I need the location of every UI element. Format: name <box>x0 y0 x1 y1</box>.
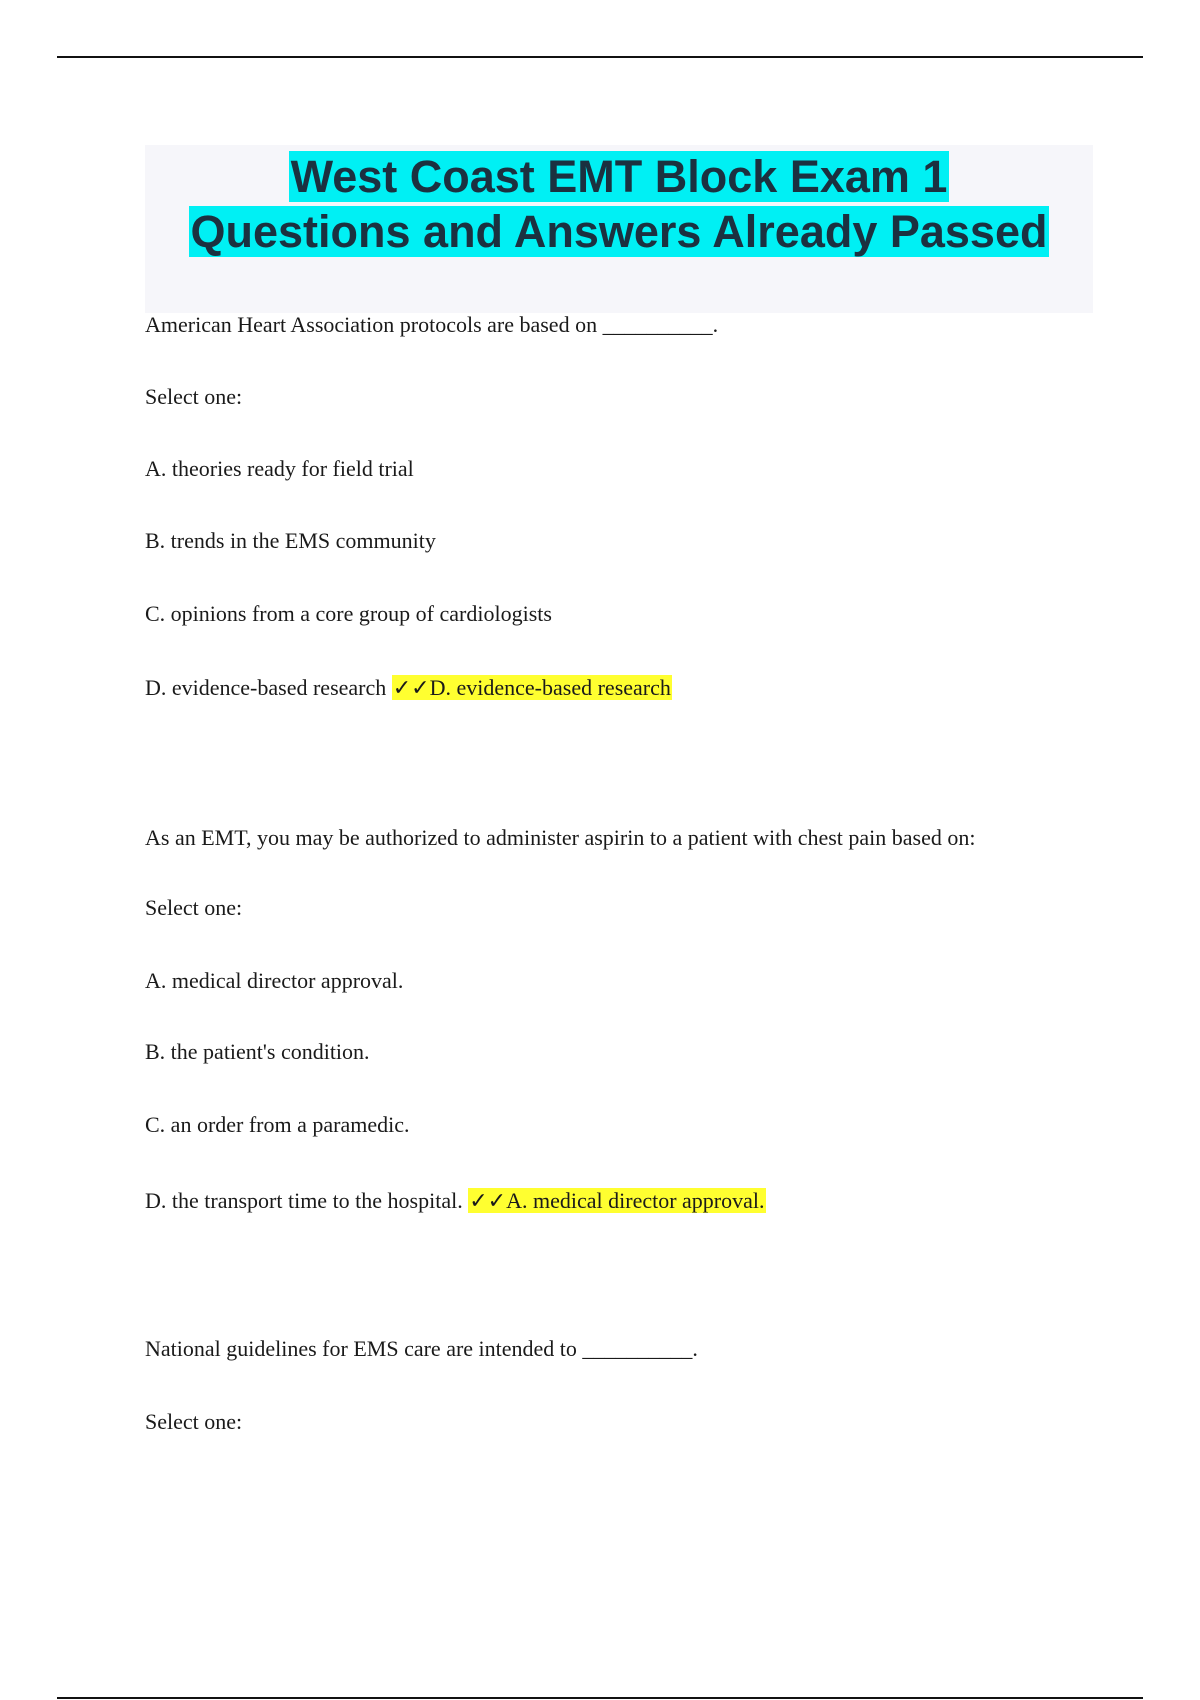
question-1-option-a: A. theories ready for field trial <box>145 456 414 481</box>
question-2-answer-text: A. medical director approval. <box>506 1188 765 1213</box>
check-mark-icon: ✓✓ <box>392 676 430 701</box>
document-title-block <box>145 145 1093 313</box>
question-1-answer-text: D. evidence-based research <box>429 675 671 700</box>
question-1-option-b: B. trends in the EMS community <box>145 528 436 553</box>
document-title-line-2: Questions and Answers Already Passed <box>190 206 1048 257</box>
question-3-prompt: National guidelines for EMS care are intended to __________. <box>145 1336 698 1361</box>
question-2-option-d-row <box>145 1187 766 1216</box>
question-1-prompt: American Heart Association protocols are based on __________. <box>145 312 719 337</box>
question-2-prompt: As an EMT, you may be authorized to administer aspirin to a patient with chest pain based on: <box>145 825 976 850</box>
page-top-rule <box>57 56 1143 58</box>
question-2-select-label: Select one: <box>145 895 243 920</box>
page-bottom-rule <box>57 1697 1143 1699</box>
question-2-option-a: A. medical director approval. <box>145 968 404 993</box>
question-2-option-c: C. an order from a paramedic. <box>145 1112 410 1137</box>
question-1-select-label: Select one: <box>145 384 243 409</box>
question-1-option-d-row <box>145 674 672 703</box>
question-3-select-label: Select one: <box>145 1409 243 1434</box>
document-title-line-1: West Coast EMT Block Exam 1 <box>290 151 948 202</box>
question-1-answer <box>392 675 672 700</box>
question-1-option-c: C. opinions from a core group of cardiologists <box>145 601 552 626</box>
question-2-option-d: D. the transport time to the hospital. <box>145 1188 463 1213</box>
question-2-answer <box>468 1188 765 1213</box>
question-1-option-d: D. evidence-based research <box>145 675 387 700</box>
check-mark-icon: ✓✓ <box>469 1189 507 1214</box>
question-2-option-b: B. the patient's condition. <box>145 1039 370 1064</box>
